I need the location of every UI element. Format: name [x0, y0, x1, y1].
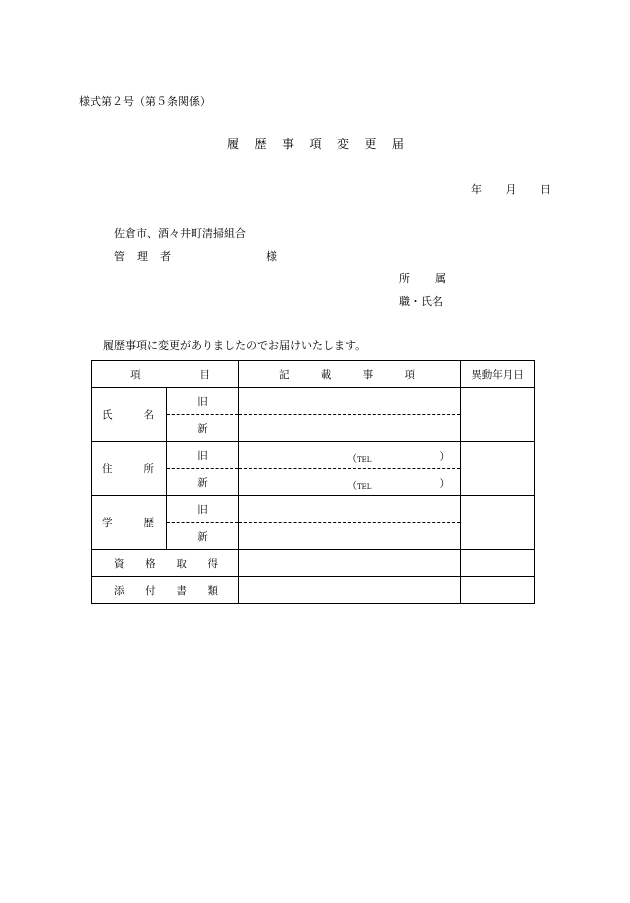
qualifications-char: 資 [114, 557, 125, 570]
qualifications-char: 取 [176, 557, 187, 570]
affiliation-char: 属 [435, 272, 446, 285]
title-char: 歴 [254, 137, 267, 151]
tel-label: TEL [357, 483, 372, 491]
address-change-date-field[interactable] [461, 442, 535, 496]
header-item [92, 361, 239, 388]
title-char: 履 [227, 137, 240, 151]
name-change-date-field[interactable] [461, 388, 535, 442]
education-change-date-field[interactable] [461, 496, 535, 550]
position-name-label: 職・氏名 [399, 295, 443, 308]
tel-close-paren: ） [439, 451, 450, 463]
manager-char: 管 [114, 250, 125, 263]
affiliation-char: 所 [399, 272, 410, 285]
tel-open-paren: （ [347, 454, 357, 465]
title-char: 変 [336, 137, 349, 151]
attachments-date-field[interactable] [461, 577, 535, 604]
group-address-label [92, 442, 167, 496]
table-row [92, 496, 535, 523]
group-char: 名 [143, 409, 154, 421]
manager-char: 者 [160, 250, 171, 263]
qualifications-field[interactable] [239, 550, 461, 577]
new-label: 新 [167, 415, 239, 442]
tel-prefix [347, 477, 371, 492]
tel-close-paren: ） [439, 478, 450, 490]
header-entry [239, 361, 461, 388]
qualifications-char: 格 [145, 557, 156, 570]
name-old-field[interactable] [239, 388, 461, 415]
old-label: 旧 [167, 442, 239, 469]
group-char: 住 [102, 463, 113, 475]
new-label: 新 [167, 469, 239, 496]
date-year-label: 年 [471, 183, 482, 196]
address-new-field[interactable] [239, 469, 461, 496]
qualifications-date-field[interactable] [461, 550, 535, 577]
group-name-label [92, 388, 167, 442]
title-char: 更 [364, 137, 377, 151]
table-row [92, 550, 535, 577]
qualifications-label [92, 550, 239, 577]
table-row [92, 442, 535, 469]
form-number: 様式第２号（第５条関係） [79, 95, 211, 108]
group-char: 所 [143, 463, 154, 475]
addressee: 佐倉市、酒々井町清掃組合 [114, 227, 246, 240]
tel-open-paren: （ [347, 481, 357, 492]
education-new-field[interactable] [239, 523, 461, 550]
table-row [92, 388, 535, 415]
document-title [227, 138, 404, 150]
title-char: 事 [281, 137, 294, 151]
attachments-char: 書 [176, 584, 187, 597]
table-row [92, 577, 535, 604]
address-old-field[interactable] [239, 442, 461, 469]
affiliation-label [399, 273, 446, 284]
title-char: 届 [391, 137, 404, 151]
change-form-table [91, 360, 535, 604]
header-change-date: 異動年月日 [461, 361, 535, 388]
attachments-field[interactable] [239, 577, 461, 604]
tel-label: TEL [357, 456, 372, 464]
qualifications-char: 得 [207, 557, 218, 570]
header-item-char: 目 [199, 368, 210, 381]
header-item-char: 項 [130, 368, 141, 381]
tel-prefix [347, 450, 371, 465]
header-entry-char: 事 [362, 368, 374, 381]
group-char: 氏 [102, 409, 113, 421]
date-day-label: 日 [540, 183, 551, 196]
education-old-field[interactable] [239, 496, 461, 523]
honorific-sama: 様 [266, 250, 277, 263]
group-education-label [92, 496, 167, 550]
date-line [471, 184, 551, 195]
attachments-char: 添 [114, 584, 125, 597]
manager-label [114, 251, 171, 262]
attachments-label [92, 577, 239, 604]
old-label: 旧 [167, 388, 239, 415]
table-header-row [92, 361, 535, 388]
group-char: 学 [102, 517, 113, 529]
group-char: 歴 [143, 517, 154, 529]
title-char: 項 [309, 137, 322, 151]
header-entry-char: 記 [279, 368, 290, 381]
attachments-char: 付 [145, 584, 156, 597]
notice-text: 履歴事項に変更がありましたのでお届けいたします。 [103, 339, 367, 352]
header-entry-char: 載 [320, 368, 332, 381]
header-entry-char: 項 [404, 368, 415, 381]
attachments-char: 類 [207, 584, 218, 597]
old-label: 旧 [167, 496, 239, 523]
date-month-label: 月 [505, 183, 517, 196]
name-new-field[interactable] [239, 415, 461, 442]
manager-char: 理 [137, 250, 148, 263]
new-label: 新 [167, 523, 239, 550]
